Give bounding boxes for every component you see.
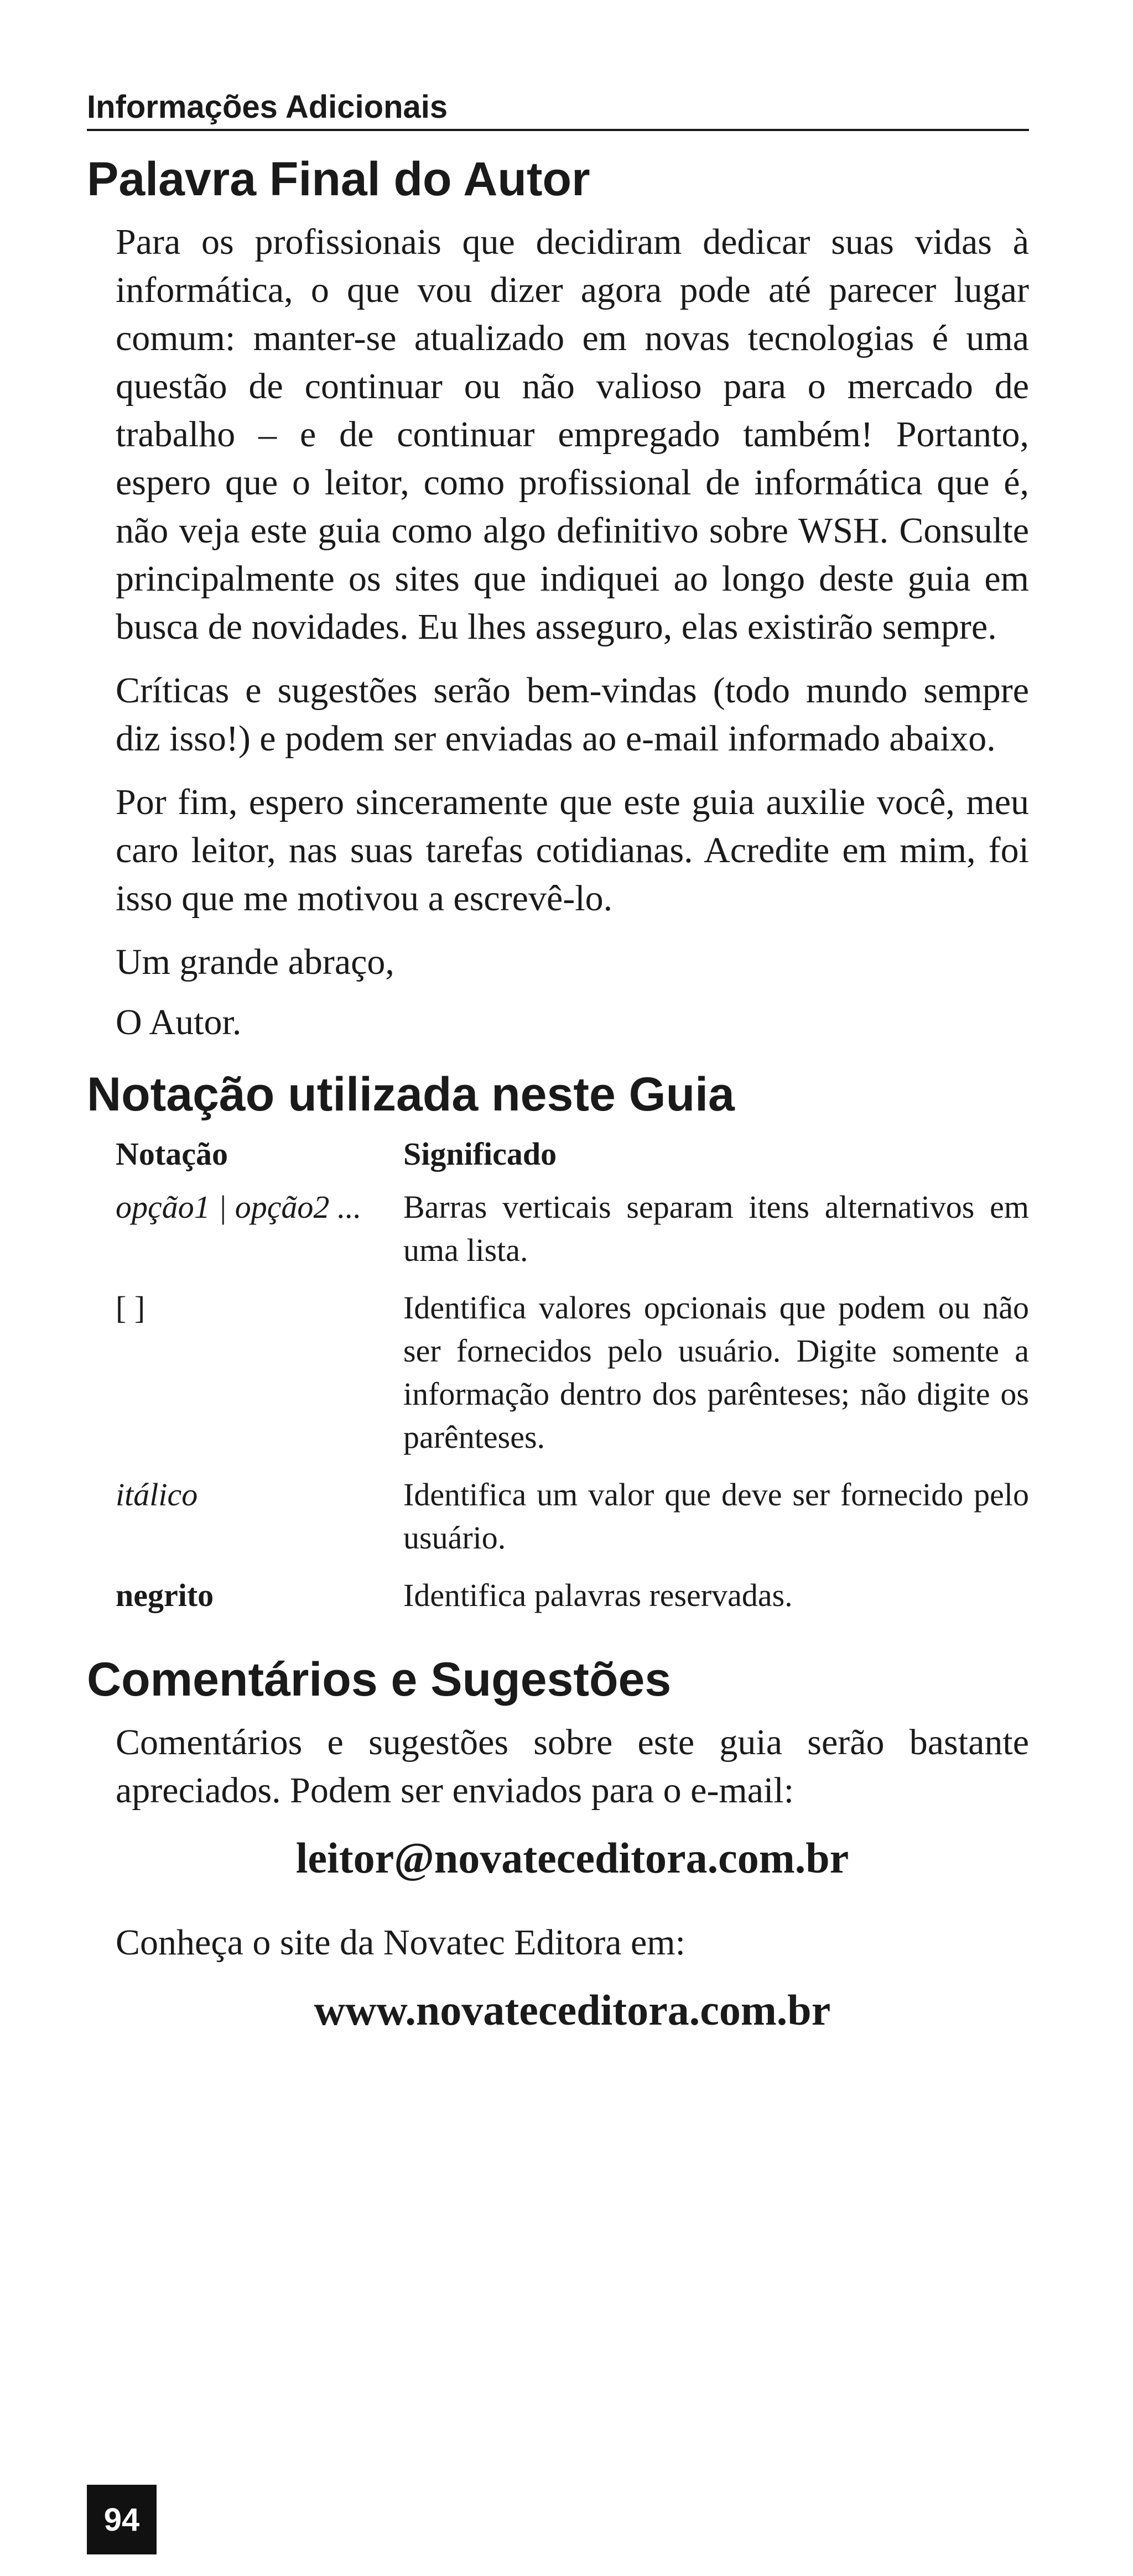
- table-row: [116, 1186, 1029, 1286]
- notation-term: opção1 | opção2 ...: [116, 1189, 362, 1226]
- notation-term: [ ]: [116, 1290, 145, 1326]
- signature-line: O Autor.: [116, 1002, 242, 1042]
- page-content: [87, 91, 1029, 2071]
- notation-meaning: Identifica palavras reservadas.: [403, 1577, 793, 1614]
- paragraph: Críticas e sugestões serão bem-vindas (todo mundo sempre diz isso!) e podem ser enviadas ao e-mail informado abaixo.: [116, 670, 1029, 759]
- section-final-word: [87, 218, 1029, 1046]
- notation-term: negrito: [116, 1577, 214, 1614]
- table-row: [116, 1286, 1029, 1473]
- page-number: 94: [87, 2485, 157, 2554]
- table-header-row: [116, 1133, 1029, 1186]
- section-heading-notation: Notação utilizada neste Guia: [87, 1067, 735, 1121]
- contact-email: leitor@novateceditora.com.br: [295, 1833, 849, 1882]
- notation-table: [116, 1133, 1029, 1631]
- section-heading-final-word: Palavra Final do Autor: [87, 153, 590, 206]
- paragraph: Para os profissionais que decidiram dedicar suas vidas à informática, o que vou dizer agora pode até parecer lugar comum: manter-se atualizado em novas tecnologias é uma questão de continuar ou não valioso para o mercado de trabalho – e de continuar empregado também! Portanto, espero que o leitor, como profissional de informática que é, não veja este guia como algo definitivo sobre WSH. Consulte principalmente os sites que indiquei ao longo deste guia em busca de novidades. Eu lhes asseguro, elas existirão sempre.: [116, 221, 1029, 647]
- notation-meaning: Identifica valores opcionais que podem ou não ser fornecidos pelo usuário. Digite somente a informação dentro dos parênteses; não digite os parênteses.: [403, 1290, 1029, 1456]
- notation-meaning: Identifica um valor que deve ser fornecido pelo usuário.: [403, 1477, 1029, 1556]
- paragraph: Por fim, espero sinceramente que este guia auxilie você, meu caro leitor, nas suas tarefas cotidianas. Acredite em mim, foi isso que me motivou a escrevê-lo.: [116, 781, 1029, 919]
- column-header-meaning: Significado: [403, 1136, 557, 1172]
- section-comments: [87, 1718, 1029, 2032]
- table-row: [116, 1473, 1029, 1574]
- comments-intro: Comentários e sugestões sobre este guia serão bastante apreciados. Podem ser enviados para o e-mail:: [116, 1722, 1029, 1811]
- column-header-notation: Notação: [116, 1136, 228, 1172]
- running-head: Informações Adicionais: [87, 91, 1029, 131]
- table-row: [116, 1574, 1029, 1631]
- site-intro: Conheça o site da Novatec Editora em:: [116, 1922, 685, 1963]
- section-notation: [87, 1133, 1029, 1631]
- contact-site: www.novateceditora.com.br: [314, 1985, 831, 2034]
- notation-meaning: Barras verticais separam itens alternativos em uma lista.: [403, 1189, 1029, 1269]
- section-heading-comments: Comentários e Sugestões: [87, 1653, 672, 1707]
- closing-line: Um grande abraço,: [116, 941, 394, 982]
- notation-term: itálico: [116, 1477, 198, 1513]
